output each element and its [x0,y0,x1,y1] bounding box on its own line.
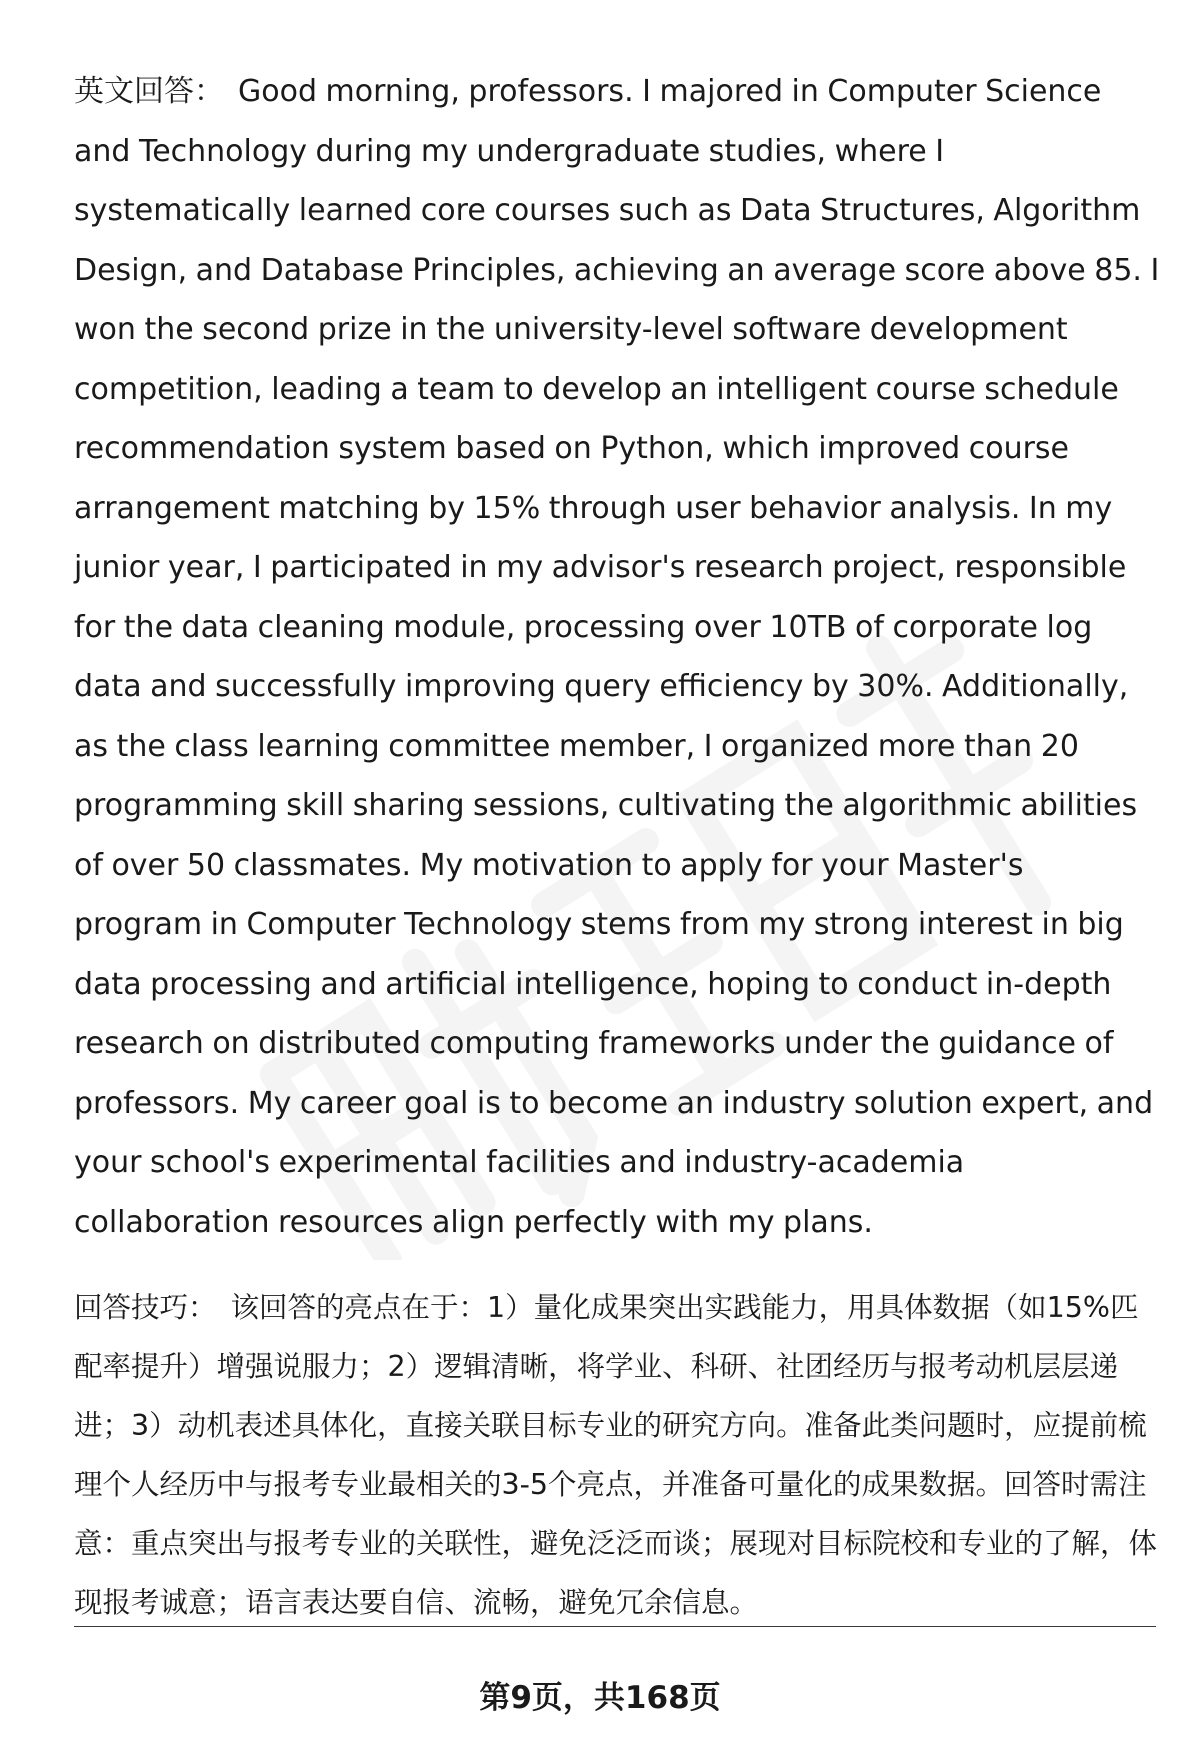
content-area [74,62,1160,1632]
tips-label: 回答技巧： [74,1291,217,1324]
footer-divider [74,1626,1156,1627]
tips-paragraph [74,1278,1160,1632]
answer-label: 英文回答： [74,74,224,109]
answer-text: Good morning, professors. I majored in Computer Science and Technology during my undergraduate studies, where I systematically learned core courses such as Data Structures, Algorithm Design, and Database Principles, achieving an average score above 85. I won the second prize in the university-level software development competition, leading a team to develop an intelligent course schedule recommendation system based on Python, which improved course arrangement matching by 15% through user behavior analysis. In my junior year, I participated in my advisor's research project, responsible for the data cleaning module, processing over 10TB of corporate log data and successfully improving query efficiency by 30%. Additionally, as the class learning committee member, I organized more than 20 programming skill sharing sessions, cultivating the algorithmic abilities of over 50 classmates. My motivation to apply for your Master's program in Computer Technology stems from my strong interest in big data processing and artificial intelligence, hoping to conduct in-depth research on distributed computing frameworks under the guidance of professors. My career goal is to become an industry solution expert, and your school's experimental facilities and industry-academia collaboration resources align perfectly with my plans. [74,74,1160,1240]
answer-paragraph [74,62,1160,1252]
tips-text: 该回答的亮点在于：1）量化成果突出实践能力，用具体数据（如15%匹配率提升）增强说服力；2）逻辑清晰，将学业、科研、社团经历与报考动机层层递进；3）动机表述具体化，直接关联目标专业的研究方向。准备此类问题时，应提前梳理个人经历中与报考专业最相关的3-5个亮点，并准备可量化的成果数据。回答时需注意：重点突出与报考专业的关联性，避免泛泛而谈；展现对目标院校和专业的了解，体现报考诚意；语言表达要自信、流畅，避免冗余信息。 [74,1291,1158,1619]
page-number: 第9页，共168页 [479,1680,721,1716]
